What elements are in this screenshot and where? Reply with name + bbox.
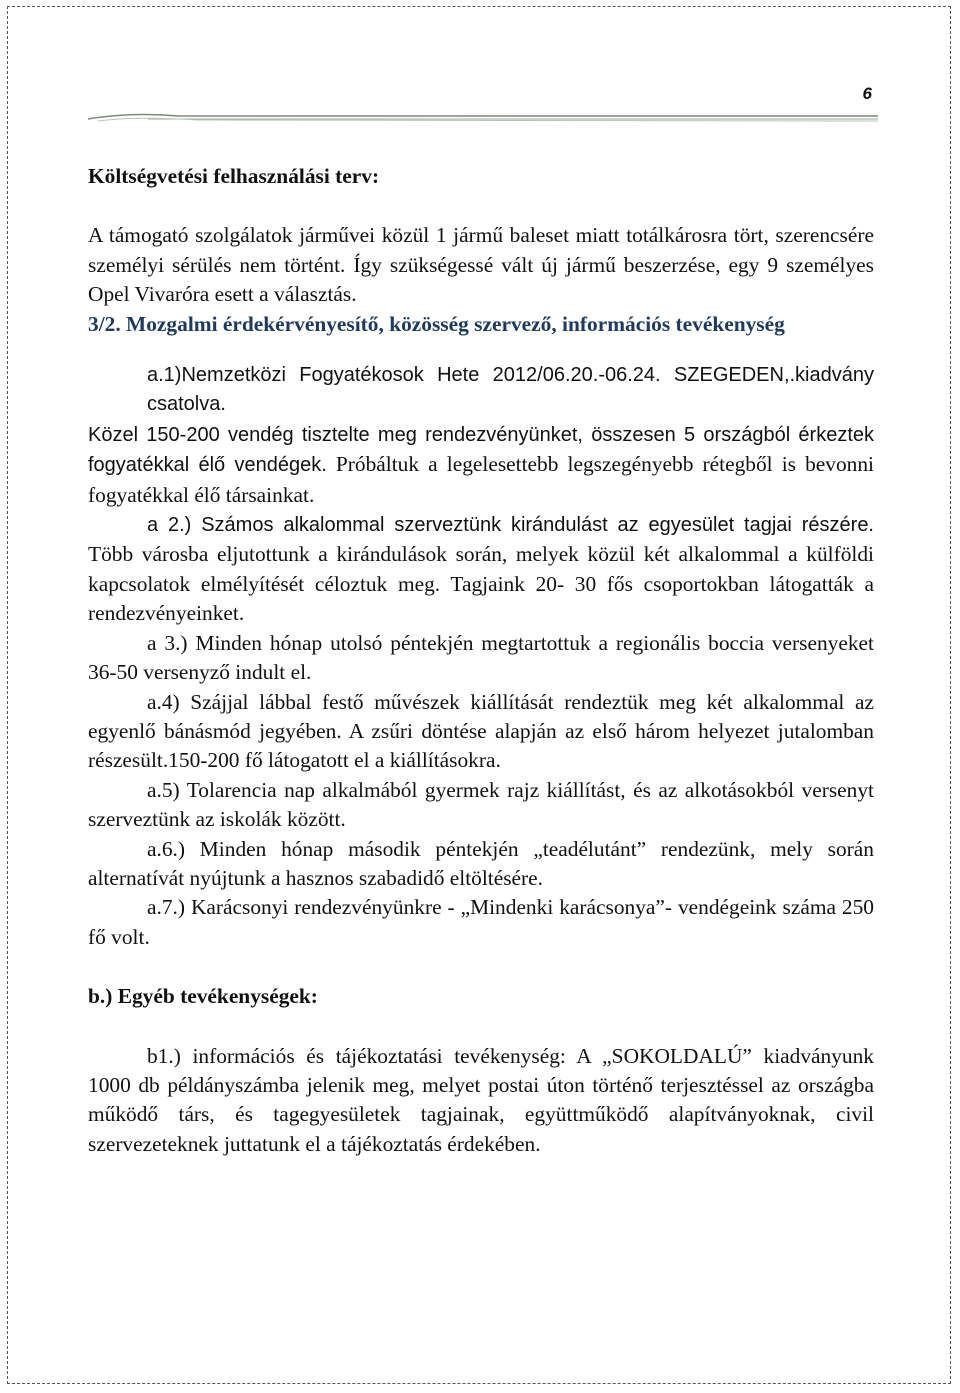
item-a7: a.7.) Karácsonyi rendezvényünkre - „Mindenki karácsonya”- vendégeink száma 250 fő volt. [88, 895, 874, 949]
item-a2 [88, 510, 874, 629]
document-body [88, 162, 874, 1159]
section-heading [88, 310, 874, 339]
budget-text: A támogató szolgálatok járművei közül 1 jármű baleset miatt totálkárosra tört, szerencsére személyi sérülés nem történt. Így szükségessé vált új jármű beszerzése, egy 9 személyes Opel Vivaróra esett a választás. [88, 223, 874, 307]
item-a5: a.5) Tolarencia nap alkalmából gyermek rajz kiállítást, és az alkotásokból versenyt szerveztünk az iskolák között. [88, 777, 874, 832]
item-a6: a.6.) Minden hónap második péntekjén „teadélutánt” rendezünk, mely során alternatívát nyújtunk a hasznos szabadidő eltöltésére. [88, 836, 874, 890]
item-b1: b1.) információs és tájékoztatási tevékenység: A „SOKOLDALÚ” kiadványunk 1000 db példányszámba jelenik meg, melyet postai úton történő terjesztéssel az országba működő társ, és tagegyesületek tagjainak, együttműködő alapítványoknak, civil szervezeteknek juttatunk el a tájékoztatás érdekében. [88, 1043, 874, 1156]
budget-heading: Költségvetési felhasználási terv: [88, 164, 380, 188]
header-rule [88, 110, 878, 124]
item-a3: a 3.) Minden hónap utolsó péntekjén megtartottuk a regionális boccia versenyeket 36-50 versenyző indult el. [88, 630, 874, 685]
item-a1-text [88, 420, 874, 510]
section-b-heading: b.) Egyéb tevékenységek: [88, 984, 318, 1009]
item-a1-text-serif: Próbáltuk a legelesettebb legszegényebb rétegből is bevonni fogyatékkal élő társainkat. [88, 452, 874, 507]
item-a1-title: a.1)Nemzetközi Fogyatékosok Hete 2012/06.20.-06.24. SZEGEDEN,.kiadvány csatolva. [147, 364, 874, 416]
item-a2-text-serif: Több városba eljutottunk a kirándulások során, melyek közül két alkalommal a külföldi kapcsolatok elmélyítését céloztuk meg. Tagjaink 20- 30 fős csoportokban látogatták a rendezvényeinket. [88, 542, 874, 626]
item-a4: a.4) Szájjal lábbal festő művészek kiállítását rendeztük meg két alkalommal az egyenlő bánásmód jegyében. A zsűri döntése alapján az első három helyezet jutalomban részesült.150-200 fő látogatott el a kiállításokra. [88, 689, 874, 773]
item-a1-text-sans: Közel 150-200 vendég tisztelte meg rendezvényünket, összesen 5 országból érkeztek fogyatékkal élő vendégek. [88, 423, 874, 477]
header-rule-swoosh [88, 115, 878, 119]
page-number: 6 [862, 84, 872, 103]
item-a2-text-sans: a 2.) Számos alkalommal szerveztünk kirándulást az egyesület tagjai részére. [147, 514, 874, 537]
section-title: Mozgalmi érdekérvényesítő, közösség szervező, információs tevékenység [126, 311, 785, 336]
section-number: 3/2. [88, 311, 121, 336]
